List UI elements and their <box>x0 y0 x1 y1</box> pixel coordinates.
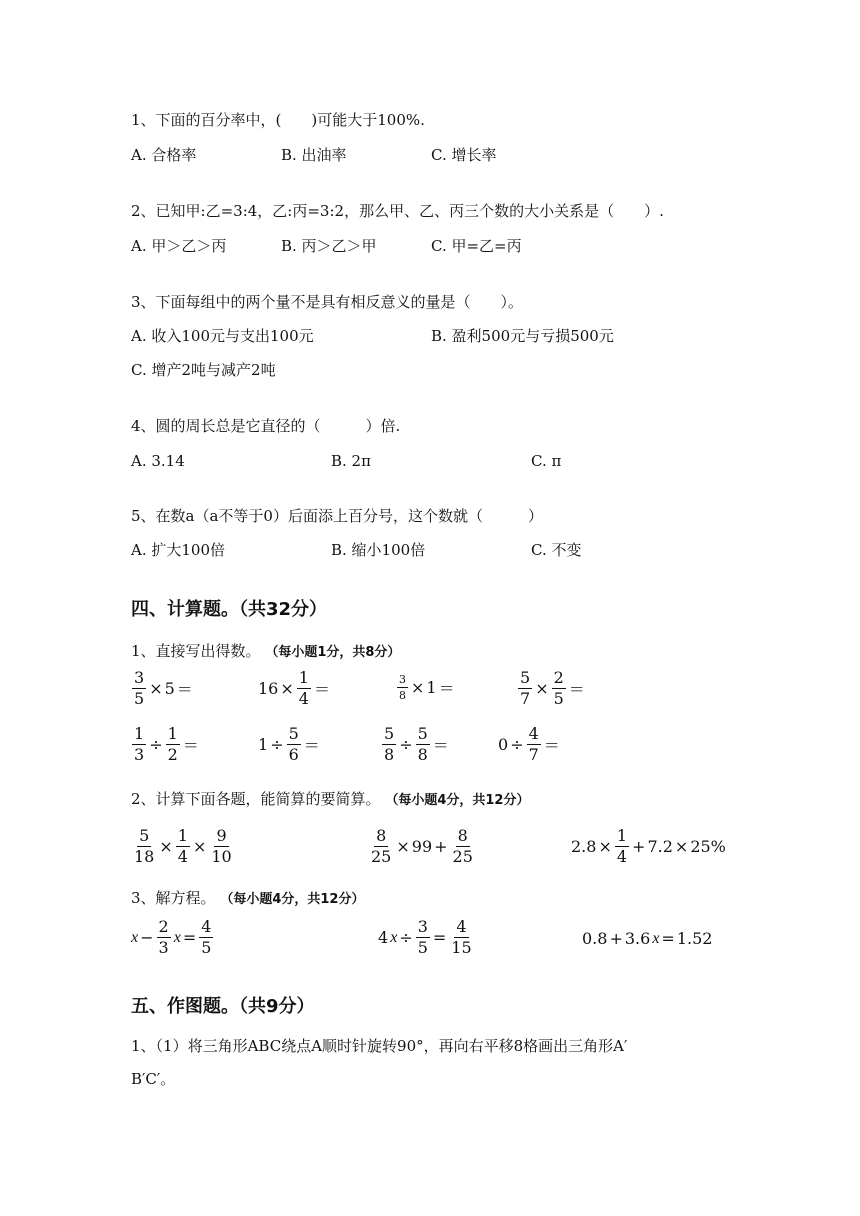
fraction: $\frac{1}{4}$ <box>177 826 188 866</box>
fraction: $\frac{2}{3}$ <box>158 917 169 957</box>
part2-note: （每小题4分，共12分） <box>385 793 530 808</box>
q4-option-b: B. 2π <box>331 452 371 470</box>
fraction: $\frac{9}{10}$ <box>211 826 232 866</box>
equation-3: 0.8 + 3.6 x = 1.52 <box>582 929 713 948</box>
q3-option-a: A. 收入100元与支出100元 <box>131 327 314 345</box>
section4-part1-label <box>131 641 400 663</box>
expr-7: $\frac{5}{8}$ ÷ $\frac{5}{8}$ ＝ <box>384 724 449 764</box>
expr-5: $\frac{1}{3}$ ÷ $\frac{1}{2}$ ＝ <box>134 724 199 764</box>
fraction: $\frac{4}{15}$ <box>451 917 472 957</box>
part2-label-text: 2、计算下面各题，能简算的要简算。 <box>131 790 381 808</box>
section5-q1-line2: B′C′。 <box>131 1070 176 1088</box>
fraction: $\frac{5}{18}$ <box>134 826 155 866</box>
q5-stem: 5、在数a（a不等于0）后面添上百分号，这个数就（ ） <box>131 507 543 525</box>
section5-title: 五、作图题。（共9分） <box>131 996 315 1017</box>
q2-stem: 2、已知甲:乙=3:4，乙:丙=3:2，那么甲、乙、丙三个数的大小关系是（ ）. <box>131 202 664 220</box>
q5-option-a: A. 扩大100倍 <box>131 541 225 559</box>
equation-1: x − $\frac{2}{3}$ x = $\frac{4}{5}$ <box>131 917 212 957</box>
fraction: $\frac{1}{2}$ <box>167 724 178 764</box>
fraction: $\frac{1}{4}$ <box>298 668 309 708</box>
q1-stem: 1、下面的百分率中，( )可能大于100%. <box>131 111 425 129</box>
fraction: $\frac{4}{7}$ <box>528 724 539 764</box>
equation-2: 4 x ÷ $\frac{3}{5}$ = $\frac{4}{15}$ <box>378 917 472 957</box>
fraction: $\frac{5}{8}$ <box>417 724 428 764</box>
q4-option-a: A. 3.14 <box>131 452 185 470</box>
calc-expr-3: 2.8 × $\frac{1}{4}$ + 7.2 × 25% <box>571 826 726 866</box>
q3-stem: 3、下面每组中的两个量不是具有相反意义的量是（ ）。 <box>131 293 524 311</box>
section4-title: 四、计算题。（共32分） <box>131 599 328 620</box>
q1-option-b: B. 出油率 <box>281 146 347 164</box>
fraction: $\frac{5}{7}$ <box>520 668 531 708</box>
q3-option-c: C. 增产2吨与减产2吨 <box>131 361 276 379</box>
fraction: $\frac{1}{4}$ <box>616 826 628 866</box>
fraction: $\frac{8}{25}$ <box>371 826 392 866</box>
fraction: $\frac{2}{5}$ <box>553 668 564 708</box>
q5-option-b: B. 缩小100倍 <box>331 541 426 559</box>
fraction: $\frac{3}{5}$ <box>417 917 428 957</box>
part1-label-text: 1、直接写出得数。 <box>131 642 261 660</box>
calc-expr-1: $\frac{5}{18}$ × $\frac{1}{4}$ × $\frac{9}{10}$ <box>134 826 232 866</box>
section5-q1-line1: 1、（1）将三角形ABC绕点A顺时针旋转90°，再向右平移8格画出三角形A′ <box>131 1037 628 1055</box>
expr-8: 0 ÷ $\frac{4}{7}$ ＝ <box>498 724 560 764</box>
expr-4: $\frac{5}{7}$ × $\frac{2}{5}$ ＝ <box>520 668 585 708</box>
fraction: $\frac{3}{8}$ <box>399 673 406 702</box>
part3-note: （每小题4分，共12分） <box>220 892 365 907</box>
q2-option-a: A. 甲＞乙＞丙 <box>131 237 227 255</box>
fraction: $\frac{4}{5}$ <box>201 917 212 957</box>
calc-expr-2: $\frac{8}{25}$ × 99 + $\frac{8}{25}$ <box>371 826 473 866</box>
fraction: $\frac{3}{5}$ <box>134 668 145 708</box>
q1-option-a: A. 合格率 <box>131 146 197 164</box>
part1-note: （每小题1分，共8分） <box>265 645 401 660</box>
q2-option-c: C. 甲=乙=丙 <box>431 237 522 255</box>
fraction: $\frac{5}{8}$ <box>384 724 395 764</box>
expr-3: $\frac{3}{8}$ × 1 ＝ <box>399 673 455 702</box>
q4-stem: 4、圆的周长总是它直径的（ ）倍. <box>131 417 401 435</box>
q5-option-c: C. 不变 <box>531 541 582 559</box>
part3-label-text: 3、解方程。 <box>131 889 216 907</box>
expr-6: 1 ÷ $\frac{5}{6}$ ＝ <box>258 724 320 764</box>
q3-option-b: B. 盈利500元与亏损500元 <box>431 327 614 345</box>
section4-part3-label <box>131 888 364 910</box>
expr-1: $\frac{3}{5}$ × 5 ＝ <box>134 668 193 708</box>
fraction: $\frac{5}{6}$ <box>288 724 299 764</box>
q2-option-b: B. 丙＞乙＞甲 <box>281 237 377 255</box>
fraction: $\frac{8}{25}$ <box>452 826 473 866</box>
q1-option-c: C. 增长率 <box>431 146 497 164</box>
expr-2: 16 × $\frac{1}{4}$ ＝ <box>258 668 330 708</box>
section4-part2-label <box>131 789 529 811</box>
q4-option-c: C. π <box>531 452 562 470</box>
fraction: $\frac{1}{3}$ <box>134 724 145 764</box>
